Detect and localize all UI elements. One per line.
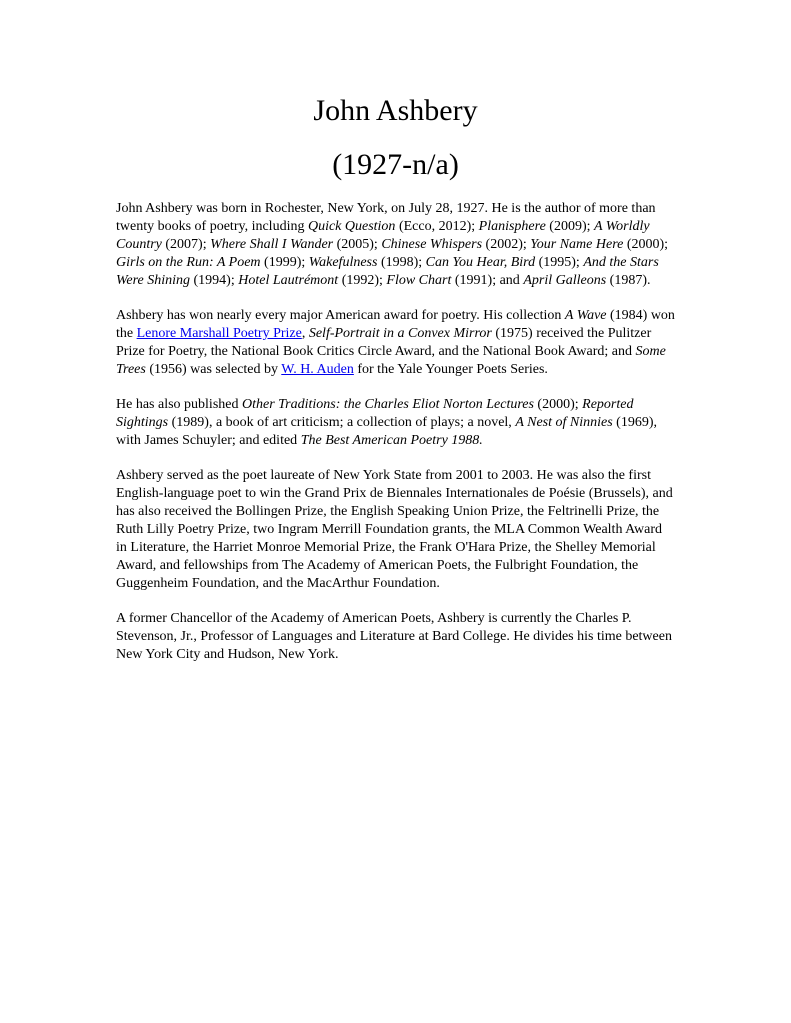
text-run: (1999); [260,255,309,270]
text-run: John Ashbery was born in Rochester, New York, on July 28, 1927. He is the author of more than twenty books of poetry, including [116,201,656,234]
text-run: (1989), a book of art criticism; a collection of plays; a novel, [168,415,516,430]
book-title: Wakefulness [308,255,378,270]
book-title: Flow Chart [386,273,452,288]
book-title: Some Trees [116,344,666,377]
text-run: Ashbery has won nearly every major American award for poetry. His collection [116,308,565,323]
text-run: (1995); [535,255,584,270]
text-run: (2007); [161,237,211,252]
text-run: (Ecco, 2012); [395,219,479,234]
text-run: for the Yale Younger Poets Series. [353,362,548,377]
poet-dates-heading: (1927-n/a) [332,148,459,181]
lenore-marshall-prize-link[interactable]: Lenore Marshall Poetry Prize [136,326,302,341]
book-title: A Worldly Country [116,219,650,252]
biography-body [116,200,676,681]
text-run: (1984) won the [116,308,675,341]
bio-paragraph-1 [116,200,676,290]
book-title: Self-Portrait in a Convex Mirror [308,326,492,341]
text-run: (1991); and [451,273,524,288]
text-run: , [301,326,309,341]
bio-paragraph-4: Ashbery served as the poet laureate of New York State from 2001 to 2003. He was also the first English-language poet to win the Grand Prix de Biennales Internationales de Poésie (Brussels), and has also received the Bollingen Prize, the English Speaking Union Prize, the Feltrinelli Prize, the Ruth Lilly Poetry Prize, two Ingram Merrill Foundation grants, the MLA Common Wealth Award in Literature, the Harriet Monroe Memorial Prize, the Frank O'Hara Prize, the Shelley Memorial Award, and fellowships from The Academy of American Poets, the Fulbright Foundation, the Guggenheim Foundation, and the MacArthur Foundation. [116,468,673,591]
book-title: Chinese Whispers [381,237,483,252]
text-run: (2009); [545,219,594,234]
text-run: (2002); [482,237,531,252]
book-title: Planisphere [478,219,546,234]
book-title: Girls on the Run: A Poem [116,255,261,270]
bio-paragraph-5: A former Chancellor of the Academy of American Poets, Ashbery is currently the Charles P. Stevenson, Jr., Professor of Languages and Literature at Bard College. He divides his time between New York City and Hudson, New York. [116,611,672,662]
book-title: Hotel Lautrémont [238,273,339,288]
book-title: Can You Hear, Bird [425,255,536,270]
book-title: Other Traditions: the Charles Eliot Norton Lectures [241,397,534,412]
book-title: And the Stars Were Shining [116,255,659,288]
text-run: (2005); [333,237,382,252]
book-title: April Galleons [523,273,607,288]
text-run: (1975) received the Pulitzer Prize for Poetry, the National Book Critics Circle Award, and the National Book Award; and [116,326,652,359]
book-title: Quick Question [307,219,396,234]
wh-auden-link[interactable]: W. H. Auden [281,362,354,377]
text-run: (1992); [338,273,387,288]
book-title: Where Shall I Wander [210,237,334,252]
text-run: (1998); [377,255,426,270]
text-run: (1987). [606,273,651,288]
text-run: (2000); [533,397,583,412]
text-run: (1994); [190,273,239,288]
book-title: Reported Sightings [116,397,634,430]
bio-paragraph-2 [116,307,676,379]
book-title: The Best American Poetry 1988. [300,433,483,448]
text-run: (1969), with James Schuyler; and edited [116,415,657,448]
bio-paragraph-3 [116,396,676,450]
book-title: Your Name Here [530,237,624,252]
poet-name-heading: John Ashbery [313,94,478,127]
text-run: (1956) was selected by [145,362,282,377]
text-run: (2000); [623,237,669,252]
book-title: A Wave [564,308,607,323]
book-title: A Nest of Ninnies [515,415,613,430]
text-run: He has also published [116,397,242,412]
